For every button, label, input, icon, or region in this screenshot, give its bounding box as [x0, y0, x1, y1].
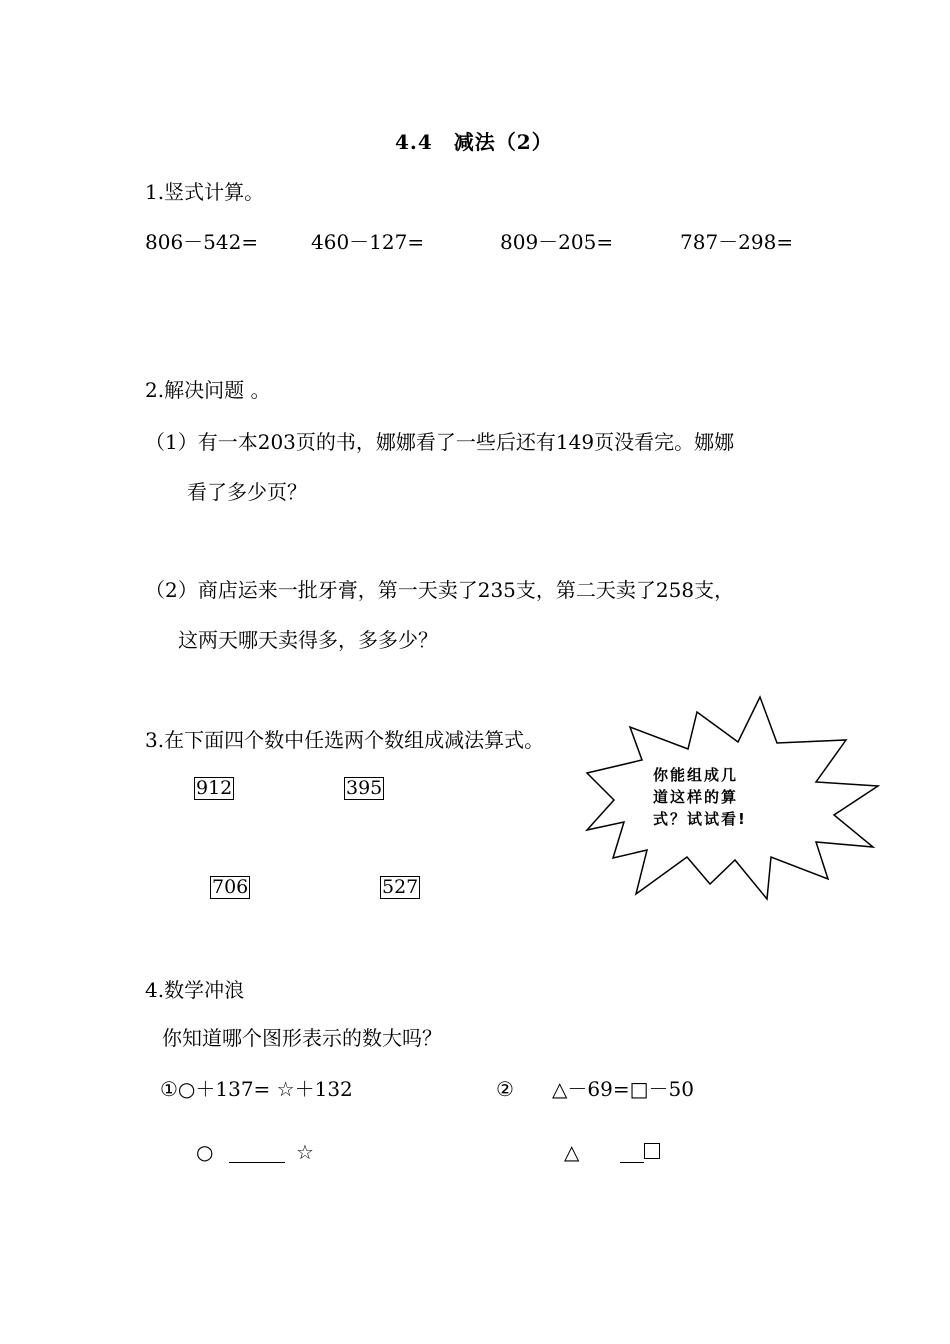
q1-item-3: 809－205= — [500, 230, 614, 254]
q1-item-1: 806－542= — [145, 230, 259, 254]
answer-blank-1[interactable] — [229, 1140, 285, 1163]
triangle-symbol: △ — [564, 1140, 580, 1164]
q2-problem-2-line-1: （2）商店运来一批牙膏，第一天卖了235支，第二天卖了258支， — [145, 578, 735, 602]
bubble-text-line-1: 你能组成几 — [653, 766, 739, 784]
q4-equation-2-number: ② — [496, 1077, 514, 1101]
q1-heading: 1.竖式计算。 — [145, 180, 265, 204]
q3-heading: 3.在下面四个数中任选两个数组成减法算式。 — [145, 728, 545, 752]
q2-problem-1-line-2: 看了多少页？ — [187, 480, 307, 504]
q4-heading: 4.数学冲浪 — [145, 978, 245, 1002]
q1-item-4: 787－298= — [680, 230, 794, 254]
q4-equation-1: ①○＋137= ☆＋132 — [160, 1077, 353, 1101]
q4-equation-2: △－69=□－50 — [552, 1077, 694, 1101]
q3-number-box: 527 — [382, 876, 419, 898]
bubble-text-line-3: 式？试试看! — [653, 810, 747, 828]
circle-symbol: ○ — [196, 1140, 214, 1164]
q3-number-box: 706 — [212, 876, 249, 898]
star-symbol: ☆ — [296, 1140, 314, 1164]
q3-number-box: 912 — [196, 777, 233, 799]
square-symbol — [644, 1143, 660, 1159]
q4-prompt: 你知道哪个图形表示的数大吗？ — [162, 1026, 442, 1050]
q3-number-box: 395 — [346, 777, 383, 799]
bubble-text-line-2: 道这样的算 — [653, 788, 739, 806]
q2-problem-2-line-2: 这两天哪天卖得多，多多少？ — [178, 628, 438, 652]
q2-problem-1-line-1: （1）有一本203页的书，娜娜看了一些后还有149页没看完。娜娜 — [145, 430, 735, 454]
page-title: 4.4 减法（2） — [395, 130, 553, 154]
q2-heading: 2.解决问题 。 — [145, 378, 271, 402]
q1-item-2: 460－127= — [311, 230, 425, 254]
answer-blank-2[interactable] — [620, 1140, 644, 1163]
